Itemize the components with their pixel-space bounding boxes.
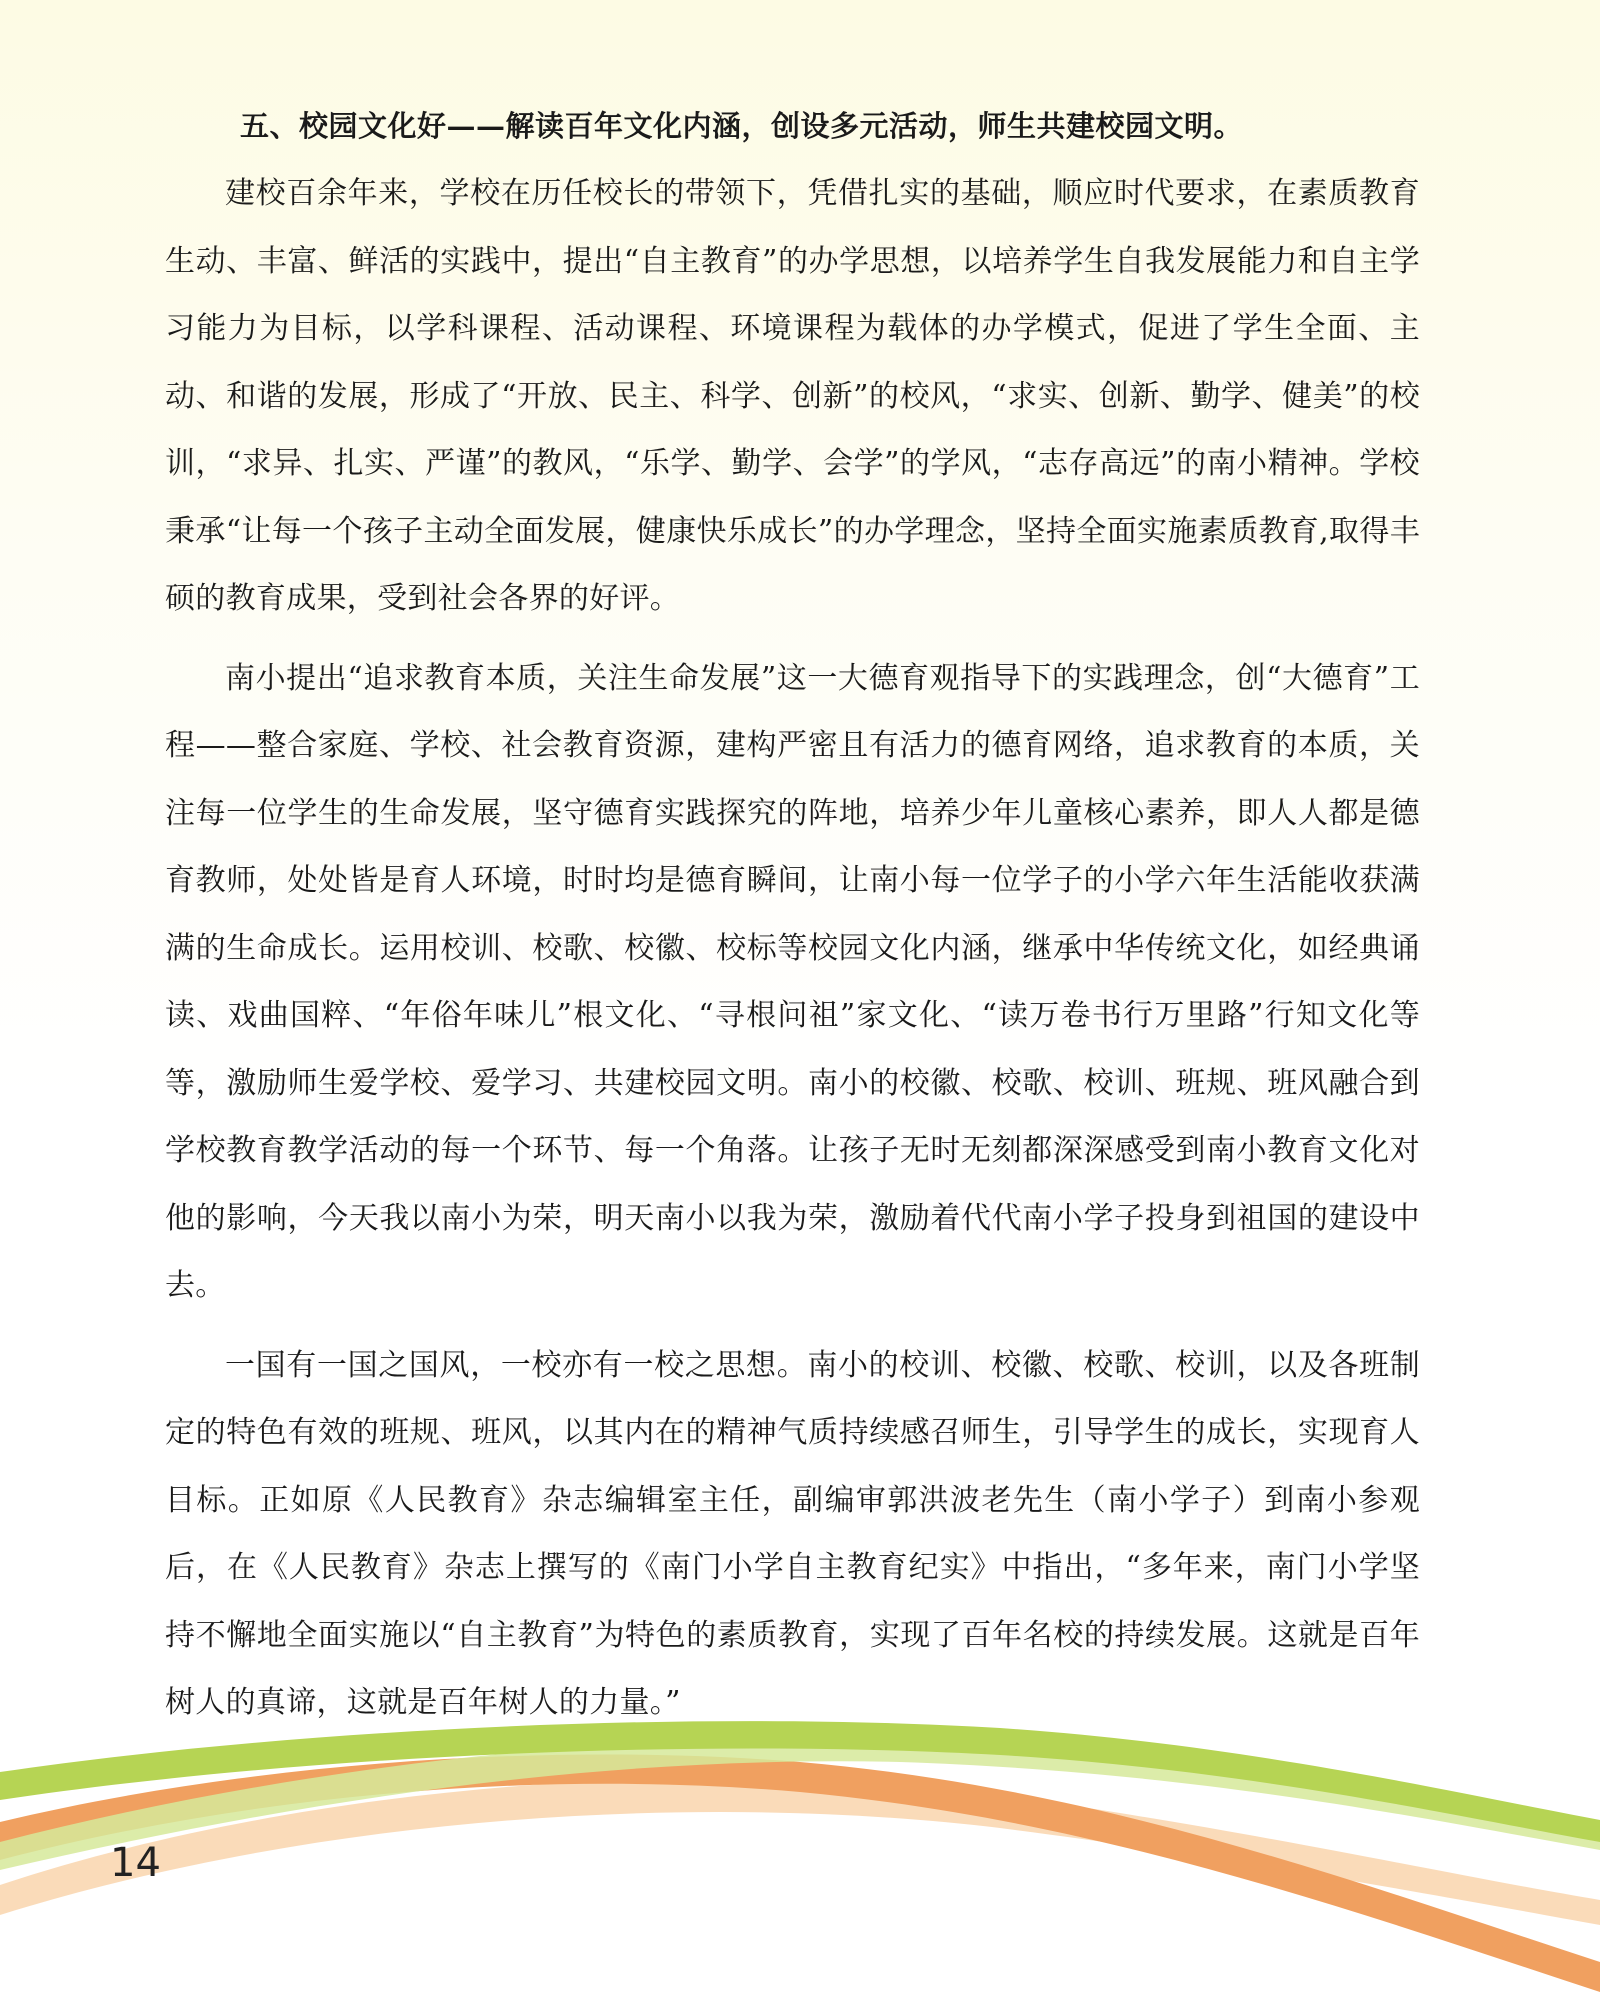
decorative-wave-bands [0, 1700, 1600, 1998]
article-body [165, 92, 1420, 1737]
page-number: 14 [110, 1840, 161, 1886]
section-heading: 五、校园文化好——解读百年文化内涵，创设多元活动，师生共建校园文明。 [240, 109, 1244, 143]
paragraph-history: 建校百余年来，学校在历任校长的带领下，凭借扎实的基础，顺应时代要求，在素质教育生动、丰富、鲜活的实践中，提出“自主教育”的办学思想，以培养学生自我发展能力和自主学习能力为目标，以学科课程、活动课程、环境课程为载体的办学模式，促进了学生全面、主动、和谐的发展，形成了“开放、民主、科学、创新”的校风，“求实、创新、勤学、健美”的校训，“求异、扎实、严谨”的教风，“乐学、勤学、会学”的学风，“志存高远”的南小精神。学校秉承“让每一个孩子主动全面发展，健康快乐成长”的办学理念，坚持全面实施素质教育,取得丰硕的教育成果，受到社会各界的好评。 [165, 176, 1420, 616]
paragraph-moral-education: 南小提出“追求教育本质，关注生命发展”这一大德育观指导下的实践理念，创“大德育”工程——整合家庭、学校、社会教育资源，建构严密且有活力的德育网络，追求教育的本质，关注每一位学生的生命发展，坚守德育实践探究的阵地，培养少年儿童核心素养，即人人都是德育教师，处处皆是育人环境，时时均是德育瞬间，让南小每一位学子的小学六年生活能收获满满的生命成长。运用校训、校歌、校徽、校标等校园文化内涵，继承中华传统文化，如经典诵读、戏曲国粹、“年俗年味儿”根文化、“寻根问祖”家文化、“读万卷书行万里路”行知文化等等，激励师生爱学校、爱学习、共建校园文明。南小的校徽、校歌、校训、班规、班风融合到学校教育教学活动的每一个环节、每一个角落。让孩子无时无刻都深深感受到南小教育文化对他的影响，今天我以南小为荣，明天南小以我为荣，激励着代代南小学子投身到祖国的建设中去。 [165, 660, 1420, 1303]
paragraph-school-spirit: 一国有一国之国风，一校亦有一校之思想。南小的校训、校徽、校歌、校训，以及各班制定的特色有效的班规、班风，以其内在的精神气质持续感召师生，引导学生的成长，实现育人目标。正如原《人民教育》杂志编辑室主任，副编审郭洪波老先生（南小学子）到南小参观后，在《人民教育》杂志上撰写的《南门小学自主教育纪实》中指出，“多年来，南门小学坚持不懈地全面实施以“自主教育”为特色的素质教育，实现了百年名校的持续发展。这就是百年树人的真谛，这就是百年树人的力量。” [165, 1347, 1420, 1720]
